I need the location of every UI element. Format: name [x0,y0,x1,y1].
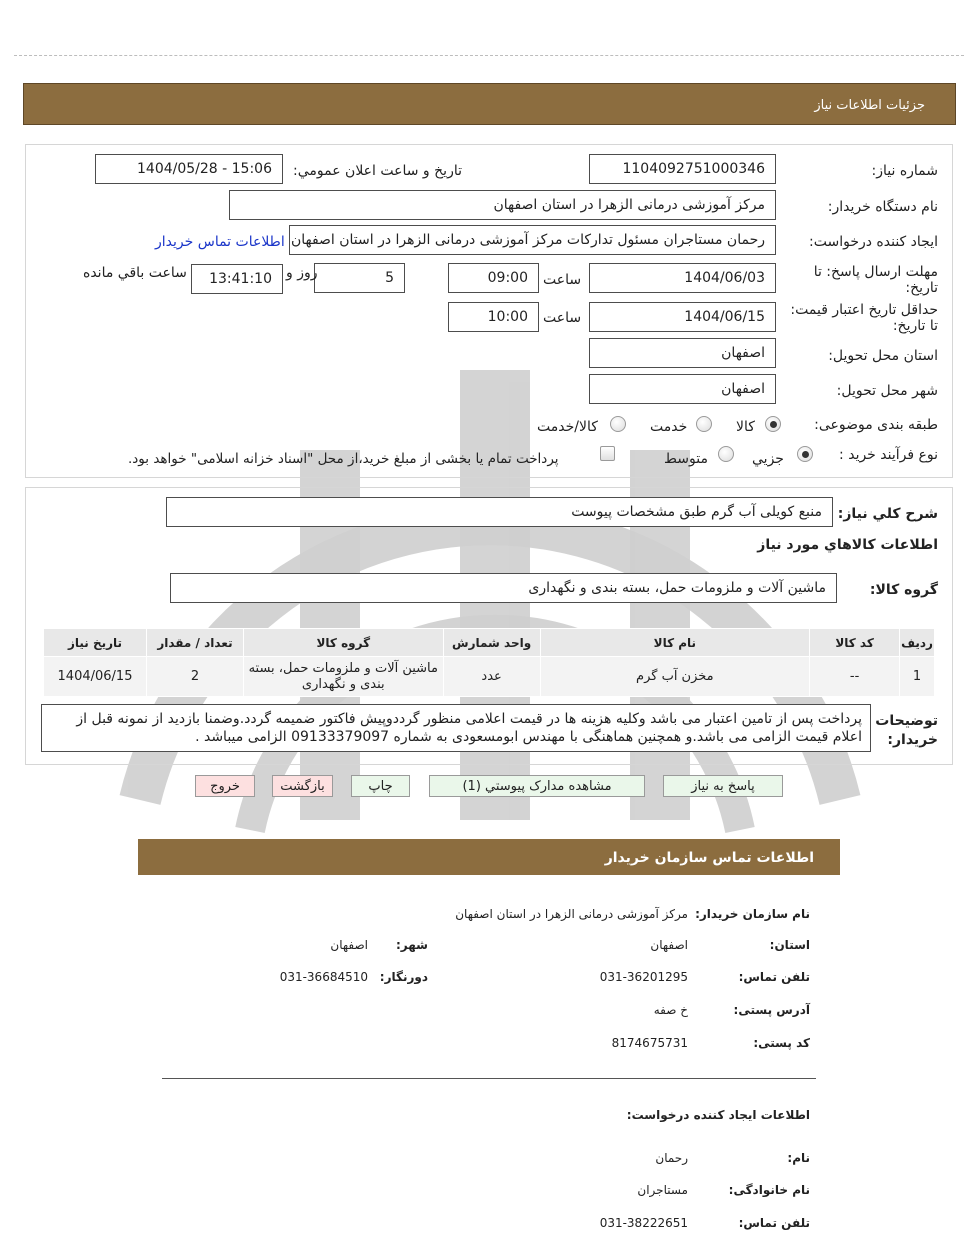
province-label: استان محل تحويل: [828,348,938,364]
need-number-label: شماره نیاز: [871,163,938,179]
buyer-notes-field: پرداخت پس از تامین اعتبار می باشد وکلیه هزینه ها در قیمت اعلامی منظور گرددوپیش فاکتور ضمیمه گردد.وضمنا بازدید از نمونه قبل از اعلام قیمت الزامی می باشد.و همچنین هماهنگی با مهندس ابومسعودی به شماره 09133379097 الزامی میباشد . [41,704,871,752]
creator-field: رحمان مستاجران مسئول تدارکات مرکز آموزشی درمانی الزهرا در استان اصفهان [289,225,776,255]
category-label: طبقه بندی موضوعی: [814,417,938,433]
validity-time-field: 10:00 [448,302,539,332]
process-radio-medium[interactable] [718,446,734,462]
cell-name: مخزن آب گرم [540,657,810,697]
days-label: روز و [286,265,318,281]
requester-first-name-value: رحمان [655,1151,688,1165]
contact-phone-label: تلفن تماس: [738,970,810,984]
goods-table-wrap [43,628,935,697]
contact-divider [162,1078,816,1079]
table-row [44,657,935,697]
contact-province-value: اصفهان [650,938,688,952]
col-group: گروه كالا [243,629,443,657]
deadline-time-field: 09:00 [448,263,539,293]
requester-title: اطلاعات ایجاد کننده درخواست: [626,1108,810,1122]
province-field: اصفهان [589,338,776,368]
deadline-date-field: 1404/06/03 [589,263,776,293]
validity-label-2: تا تاريخ: [892,318,938,334]
requester-phone-label: تلفن تماس: [738,1216,810,1230]
cell-date: 1404/06/15 [44,657,147,697]
process-radio-minor[interactable] [797,446,813,462]
col-qty: تعداد / مقدار [147,629,244,657]
process-option-minor: جزیي [752,451,784,467]
goods-table [43,628,935,697]
need-number-field: 1104092751000346 [589,154,776,184]
need-description-field: منبع کویلی آب گرم طبق مشخصات پیوست [166,497,833,527]
category-option-goods: کالا [736,419,755,435]
validity-date-field: 1404/06/15 [589,302,776,332]
contact-postal-label: کد پستی: [753,1036,810,1050]
creator-label: ايجاد کننده درخواست: [809,234,938,250]
contact-postal-value: 8174675731 [611,1036,688,1050]
buyer-org-label: نام دستگاه خريدار: [827,199,938,215]
col-row: رديف [900,629,935,657]
process-label: نوع فرآيند خريد : [839,447,938,463]
page-title: جزئيات اطلاعات نياز [814,98,925,113]
contact-section-title: اطلاعات تماس سازمان خريدار [604,850,814,866]
contact-city-label: شهر: [396,938,428,952]
cell-qty: 2 [147,657,244,697]
category-radio-service[interactable] [696,416,712,432]
contact-address-label: آدرس پستی: [733,1003,810,1017]
requester-phone-value: 031-38222651 [599,1216,688,1230]
remaining-time-field: 13:41:10 [191,264,283,294]
contact-fax-label: دورنگار: [379,970,428,984]
cell-code: -- [810,657,900,697]
exit-button[interactable]: خروج [195,775,255,797]
deadline-time-label: ساعت [543,272,582,288]
deadline-label: مهلت ارسال پاسخ: تا [813,264,938,280]
page-header [23,83,956,125]
contact-org-value: مرکز آموزشی درمانی الزهرا در استان اصفهان [455,907,688,921]
category-option-service: خدمت [650,419,688,435]
cell-group: ماشین آلات و ملزومات حمل، بسته بندی و نگهداری [243,657,443,697]
announce-field: 1404/05/28 - 15:06 [95,154,283,184]
col-unit: واحد شمارش [443,629,540,657]
contact-province-label: استان: [769,938,810,952]
attachments-button[interactable]: مشاهده مدارک پیوستي (1) [429,775,645,797]
contact-org-label: نام سازمان خريدار: [695,907,810,921]
contact-address-value: خ صفه [653,1003,688,1017]
back-button[interactable]: بازگشت [272,775,333,797]
buyer-org-field: مرکز آموزشی درمانی الزهرا در استان اصفهان [229,190,776,220]
days-field: 5 [314,263,405,293]
reply-button[interactable]: پاسخ به نياز [663,775,783,797]
process-option-medium: متوسط [664,451,708,467]
cell-unit: عدد [443,657,540,697]
cell-row: 1 [900,657,935,697]
city-label: شهر محل تحويل: [836,383,938,399]
print-button[interactable]: چاپ [351,775,410,797]
announce-label: تاريخ و ساعت اعلان عمومي: [293,163,462,179]
col-code: كد كالا [810,629,900,657]
validity-time-label: ساعت [543,310,582,326]
goods-group-label: گروه كالا: [869,582,938,598]
need-description-label: شرح كلي نياز: [837,506,938,522]
requester-first-name-label: نام: [787,1151,810,1165]
contact-section-header [138,839,840,875]
top-divider [14,55,964,56]
contact-phone-value: 031-36201295 [599,970,688,984]
goods-table-header [44,629,935,657]
city-field: اصفهان [589,374,776,404]
buyer-contact-link[interactable]: اطلاعات تماس خريدار [155,234,285,250]
payment-note: پرداخت تمام يا بخشی از مبلغ خريد،از محل "اسناد خزانه اسلامی" خواهد بود. [128,451,559,467]
remaining-label: ساعت باقي مانده [83,265,187,281]
category-radio-both[interactable] [610,416,626,432]
goods-group-field: ماشین آلات و ملزومات حمل، بسته بندی و نگهداری [170,573,837,603]
requester-last-name-label: نام خانوادگی: [728,1183,810,1197]
col-name: نام كالا [540,629,810,657]
category-radio-goods[interactable] [765,416,781,432]
goods-info-title: اطلاعات كالاهاي مورد نياز [757,537,938,553]
category-option-both: کالا/خدمت [537,419,598,435]
deadline-label-2: تاریخ: [905,280,938,296]
col-date: تاريخ نياز [44,629,147,657]
contact-city-value: اصفهان [330,938,368,952]
contact-fax-value: 031-36684510 [279,970,368,984]
treasury-checkbox[interactable] [600,446,615,461]
validity-label: حداقل تاريخ اعتبار قيمت: [790,302,938,318]
requester-last-name-value: مستاجران [637,1183,688,1197]
buyer-notes-label: توضيحات خريدار: [875,713,938,748]
